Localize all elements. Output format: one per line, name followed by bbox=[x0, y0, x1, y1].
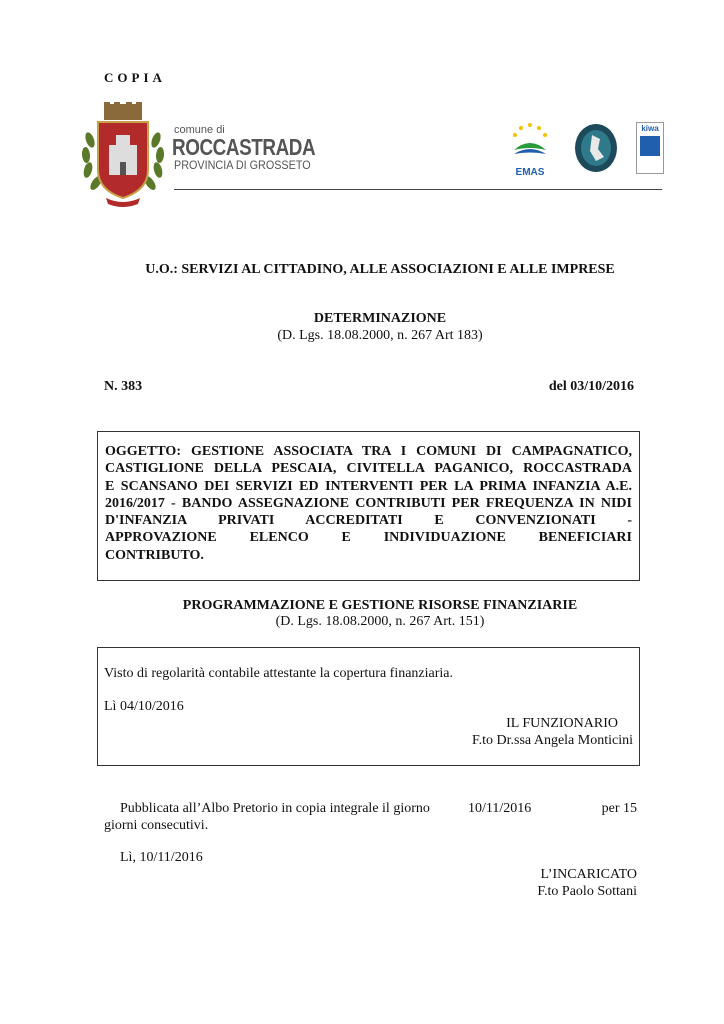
coat-of-arms-icon bbox=[76, 100, 170, 210]
oggetto-box bbox=[97, 431, 640, 581]
emas-label: EMAS bbox=[515, 167, 545, 178]
determination-number: N. 383 bbox=[104, 379, 143, 394]
oggetto-line: D'INFANZIA PRIVATI ACCREDITATI E CONVENZIONATI - bbox=[105, 513, 632, 529]
determination-title: DETERMINAZIONE bbox=[313, 311, 447, 326]
funzionario-name: F.to Dr.ssa Angela Monticini bbox=[471, 733, 633, 748]
visto-date: Lì 04/10/2016 bbox=[104, 699, 184, 714]
visto-box bbox=[97, 647, 640, 766]
finance-law-ref: (D. Lgs. 18.08.2000, n. 267 Art. 151) bbox=[275, 614, 485, 629]
oggetto-line: CASTIGLIONE DELLA PESCAIA, CIVITELLA PAGANICO, ROCCASTRADA bbox=[105, 461, 632, 477]
emas-stars-icon bbox=[508, 120, 552, 164]
kiwa-mark-icon bbox=[640, 136, 660, 156]
copia-label: COPIA bbox=[104, 70, 166, 85]
publication-continuation: giorni consecutivi. bbox=[104, 818, 209, 833]
kiwa-logo bbox=[636, 122, 664, 174]
publication-text: Pubblicata all’Albo Pretorio in copia integrale il giorno bbox=[120, 801, 430, 816]
incaricato-name: F.to Paolo Sottani bbox=[537, 884, 637, 899]
publication-duration: per 15 bbox=[601, 801, 637, 816]
oggetto-line: 2016/2017 - BANDO ASSEGNAZIONE CONTRIBUTI PER FREQUENZA IN NIDI bbox=[105, 495, 632, 511]
emas-logo bbox=[508, 120, 552, 176]
kiwa-label: kiwa bbox=[641, 124, 659, 133]
determination-law-ref: (D. Lgs. 18.08.2000, n. 267 Art 183) bbox=[277, 328, 483, 343]
funzionario-title: IL FUNZIONARIO bbox=[506, 716, 618, 731]
header-divider bbox=[174, 189, 662, 190]
province-name: PROVINCIA DI GROSSETO bbox=[174, 158, 311, 172]
oggetto-line: APPROVAZIONE ELENCO E INDIVIDUAZIONE BENEFICIARI bbox=[105, 530, 632, 546]
comune-name: ROCCASTRADA bbox=[172, 134, 316, 160]
oggetto-line: E SCANSANO DEI SERVIZI ED INTERVENTI PER LA PRIMA INFANZIA A.E. bbox=[105, 478, 632, 494]
visto-text: Visto di regolarità contabile attestante la copertura finanziaria. bbox=[104, 666, 454, 681]
accredia-logo-icon bbox=[574, 123, 618, 173]
finance-title: PROGRAMMAZIONE E GESTIONE RISORSE FINANZIARIE bbox=[182, 598, 578, 613]
determination-date: del 03/10/2016 bbox=[548, 379, 634, 394]
comune-prefix: comune di bbox=[174, 124, 225, 136]
publication-date: 10/11/2016 bbox=[468, 801, 532, 816]
oggetto-line: OGGETTO: GESTIONE ASSOCIATA TRA I COMUNI DI CAMPAGNATICO, bbox=[105, 444, 632, 459]
publication-date-line: Lì, 10/11/2016 bbox=[120, 850, 203, 865]
oggetto-line: CONTRIBUTO. bbox=[105, 547, 204, 563]
incaricato-title: L’INCARICATO bbox=[540, 867, 637, 882]
office-title: U.O.: SERVIZI AL CITTADINO, ALLE ASSOCIAZIONI E ALLE IMPRESE bbox=[145, 262, 615, 277]
